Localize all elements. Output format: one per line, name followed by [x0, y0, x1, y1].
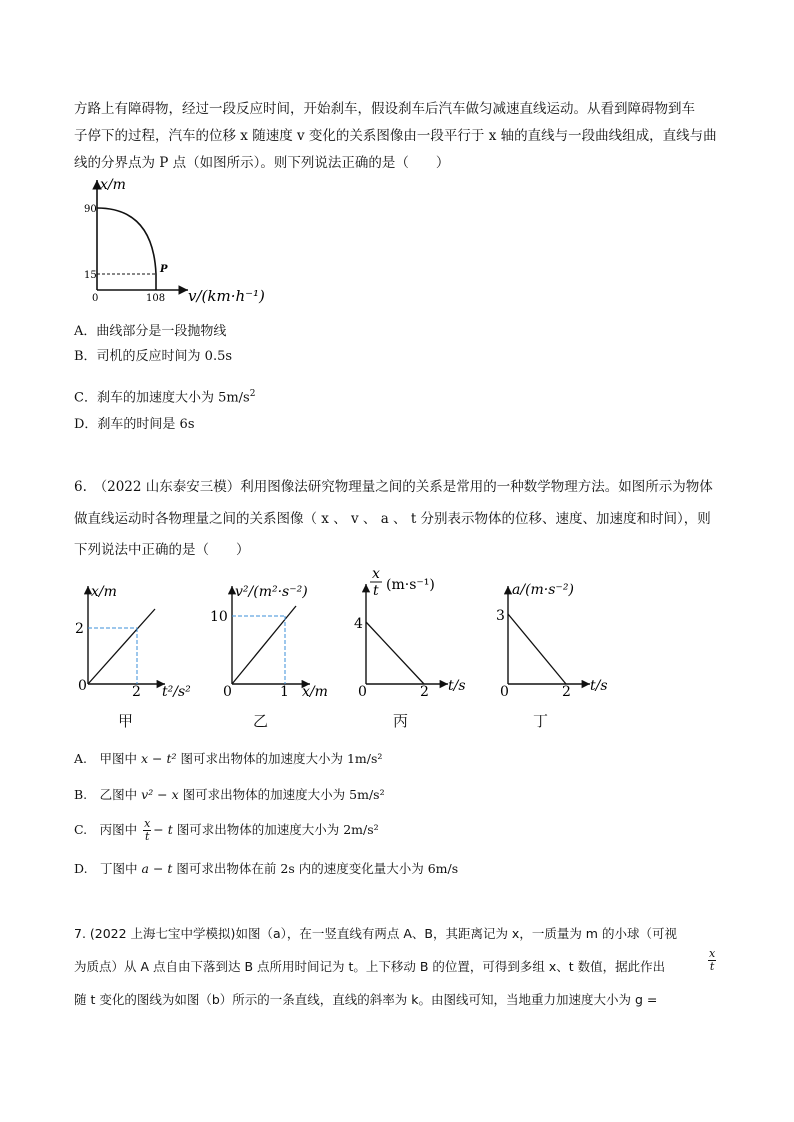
q7-fraction: $\frac{x}{t}$ [709, 947, 716, 973]
svg-text:x/m: x/m [302, 684, 328, 700]
svg-text:t/s: t/s [590, 678, 608, 694]
q5-y-tick-90: 90 [84, 204, 97, 215]
svg-text:2: 2 [562, 684, 571, 700]
jia-line [88, 609, 155, 684]
svg-text:2: 2 [132, 684, 141, 700]
q6-graph-jia [70, 572, 210, 702]
q7-line-1: 7. (2022 上海七宝中学模拟)如图（a），在一竖直线有两点 A、B，其距离记为 x，一质量为 m 的小球（可视 [74, 926, 677, 941]
q5-point-p: P [160, 264, 168, 275]
svg-text:x: x [372, 566, 380, 582]
svg-text:t/s: t/s [448, 678, 466, 694]
svg-text:10: 10 [210, 609, 228, 625]
caption-bing: 丙 [393, 712, 409, 730]
q5-curve [97, 208, 156, 274]
svg-text:4: 4 [354, 616, 363, 632]
svg-text:t: t [373, 583, 379, 599]
q5-y-label: x/m [100, 177, 126, 193]
bing-line [366, 622, 424, 684]
q6-line-3: 下列说法中正确的是（ ） [74, 542, 250, 558]
q5-option-b: B．司机的反应时间为 0.5s [74, 349, 233, 364]
q6-graph-bing [348, 562, 478, 702]
q5-option-c: C．刹车的加速度大小为 $5m/s^2$ [74, 389, 256, 406]
q7-line-3: 随 t 变化的图线为如图（b）所示的一条直线，直线的斜率为 k。由图线可知，当地重力加速度大小为 g = [74, 992, 658, 1007]
svg-text:2: 2 [75, 621, 84, 637]
q5-line-2: 子停下的过程，汽车的位移 x 随速度 v 变化的关系图像由一段平行于 x 轴的直线与一段曲线组成，直线与曲 [74, 128, 717, 144]
q5-y-tick-15: 15 [84, 270, 97, 281]
q5-option-d: D．刹车的时间是 6s [74, 417, 195, 432]
q6-option-c: C. 丙图中 $\frac{x}{t}$ − t 图可求出物体的加速度大小为 2m/s² [74, 817, 379, 843]
q5-x-label: v/(km·h⁻¹) [188, 287, 265, 305]
q6-option-b: B. 乙图中 v² − x 图可求出物体的加速度大小为 5m/s² [74, 787, 385, 802]
q6-option-d: D. 丁图中 a − t 图可求出物体在前 2s 内的速度变化量大小为 6m/s [74, 861, 459, 876]
ding-line [508, 614, 566, 684]
q7-line-2: 为质点）从 A 点自由下落到达 B 点所用时间记为 t。上下移动 B 的位置，可得到多组 x、t 数值，据此作出 [74, 959, 666, 974]
svg-text:3: 3 [496, 608, 505, 624]
q6-option-a: A. 甲图中 x − t² 图可求出物体的加速度大小为 1m/s² [74, 751, 383, 766]
svg-text:x/m: x/m [91, 584, 117, 600]
caption-jia: 甲 [118, 712, 134, 730]
svg-text:t²/s²: t²/s² [162, 684, 191, 700]
svg-text:1: 1 [280, 684, 289, 700]
caption-yi: 乙 [253, 712, 269, 730]
svg-text:2: 2 [420, 684, 429, 700]
q5-x-tick-108: 108 [146, 293, 166, 304]
q6-line-2: 做直线运动时各物理量之间的关系图像（ x 、 v 、 a 、 t 分别表示物体的位移、速度、加速度和时间），则 [74, 511, 711, 527]
q5-line-1: 方路上有障碍物，经过一段反应时间，开始刹车，假设刹车后汽车做匀减速直线运动。从看到障碍物到车 [74, 101, 695, 117]
q5-origin: 0 [92, 293, 99, 304]
svg-text:(m·s⁻¹): (m·s⁻¹) [386, 577, 435, 593]
svg-text:0: 0 [223, 684, 232, 700]
svg-text:0: 0 [358, 684, 367, 700]
q6-graph-ding [490, 572, 630, 702]
q6-line-1: 6. （2022 山东泰安三模）利用图像法研究物理量之间的关系是常用的一种数学物理方法。如图所示为物体 [74, 479, 713, 495]
svg-text:0: 0 [78, 678, 87, 694]
q6-graph-yi [210, 572, 370, 702]
svg-text:0: 0 [500, 684, 509, 700]
q5-graph [78, 170, 278, 305]
caption-ding: 丁 [533, 712, 549, 730]
svg-text:v²/(m²·s⁻²): v²/(m²·s⁻²) [235, 584, 308, 600]
yi-line [232, 606, 296, 684]
q5-option-a: A．曲线部分是一段抛物线 [74, 324, 227, 339]
svg-text:a/(m·s⁻²): a/(m·s⁻²) [512, 582, 574, 598]
q5-line-3: 线的分界点为 P 点（如图所示）。则下列说法正确的是（ ） [74, 155, 450, 171]
